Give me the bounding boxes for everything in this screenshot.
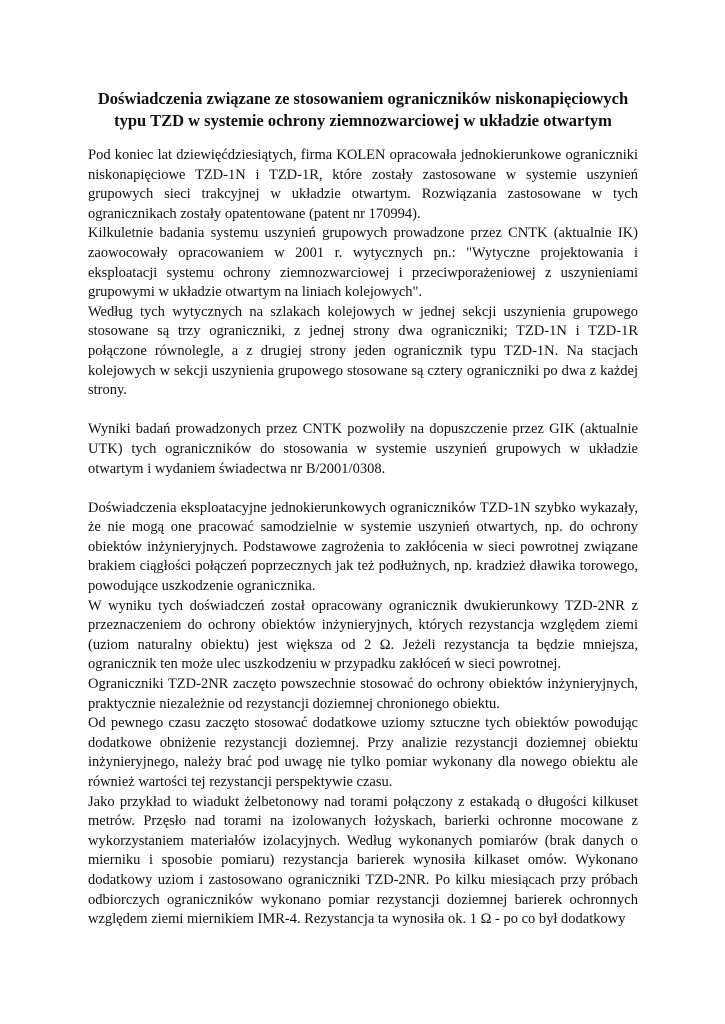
paragraph-7: Ograniczniki TZD-2NR zaczęto powszechnie stosować do ochrony obiektów inżynieryjnych, praktycznie niezależnie od rezystancji doziemnej chronionego obiektu. xyxy=(88,676,638,712)
title-line-2: typu TZD w systemie ochrony ziemnozwarciowej w układzie otwartym xyxy=(114,111,612,130)
document-title xyxy=(88,88,638,132)
paragraph-4: Wyniki badań prowadzonych przez CNTK pozwoliły na dopuszczenie przez GIK (aktualnie UTK) tych ograniczników do stosowania w systemie uszynień grupowych w układzie otwartym i wydaniem świadectwa nr B/2001/0308. xyxy=(88,421,638,477)
paragraph-1: Pod koniec lat dziewięćdziesiątych, firma KOLEN opracowała jednokierunkowe ograniczniki niskonapięciowe TZD-1N i TZD-1R, które zostały zastosowane w systemie uszynień grupowych sieci trakcyjnej w układzie otwartym. Rozwiązania zastosowane w tych ogranicznikach zostały opatentowane (patent nr 170994). xyxy=(88,147,638,222)
paragraph-2: Kilkuletnie badania systemu uszynień grupowych prowadzone przez CNTK (aktualnie IK) zaowocowały opracowaniem w 2001 r. wytycznych pn.: "Wytyczne projektowania i eksploatacji systemu ochrony ziemnozwarciowej i przeciwporażeniowej z uszynieniami grupowymi w układzie otwartym na liniach kolejowych". xyxy=(88,225,638,301)
document-body xyxy=(88,146,638,930)
paragraph-6: W wyniku tych doświadczeń został opracowany ogranicznik dwukierunkowy TZD-2NR z przeznaczeniem do ochrony obiektów inżynieryjnych, których rezystancja względem ziemi (uziom naturalny obiektu) jest większa od 2 Ω. Jeżeli rezystancja ta będzie mniejsza, ogranicznik ten może ulec uszkodzeniu w przypadku zakłóceń w sieci powrotnej. xyxy=(88,597,638,673)
title-line-1: Doświadczenia związane ze stosowaniem ograniczników niskonapięciowych xyxy=(97,89,629,108)
paragraph-9: Jako przykład to wiadukt żelbetonowy nad torami połączony z estakadą o długości kilkuset metrów. Przęsło nad torami na izolowanych łożyskach, barierki ochronne mocowane z wykorzystaniem materiałów izolacyjnych. Według wykonanych pomiarów (brak danych o mierniku i sposobie pomiaru) rezystancja barierek wynosiła kilkaset omów. Wykonano dodatkowy uziom i zastosowano ograniczniki TZD-2NR. Po kilku miesiącach przy próbach odbiorczych ograniczników wykonano pomiar rezystancji doziemnej barierek ochronnych względem ziemi miernikiem IMR-4. Rezystancja ta wynosiła ok. 1 Ω - po co był dodatkowy xyxy=(88,793,638,928)
paragraph-8: Od pewnego czasu zaczęto stosować dodatkowe uziomy sztuczne tych obiektów powodując dodatkowe obniżenie rezystancji doziemnej. Przy analizie rezystancji doziemnej obiektu inżynieryjnego, należy brać pod uwagę nie tylko pomiar wykonany dla nowego obiektu ale również wartości tej rezystancji perspektywie czasu. xyxy=(88,715,638,790)
paragraph-5: Doświadczenia eksploatacyjne jednokierunkowych ograniczników TZD-1N szybko wykazały, że nie mogą one pracować samodzielnie w systemie uszynień otwartych, np. do ochrony obiektów inżynieryjnych. Podstawowe zagrożenia to zakłócenia w sieci powrotnej związane brakiem ciągłości połączeń poprzecznych jak też podłużnych, np. kradzież dławika torowego, powodujące uszkodzenie ogranicznika. xyxy=(88,499,638,595)
paragraph-3: Według tych wytycznych na szlakach kolejowych w jednej sekcji uszynienia grupowego stosowane są trzy ograniczniki, z jednej strony dwa ograniczniki; TZD-1N i TZD-1R połączone równolegle, a z drugiej strony jeden ogranicznik typu TZD-1N. Na stacjach kolejowych w sekcji uszynienia grupowego stosowane są cztery ograniczniki po dwa z każdej strony. xyxy=(88,303,638,399)
